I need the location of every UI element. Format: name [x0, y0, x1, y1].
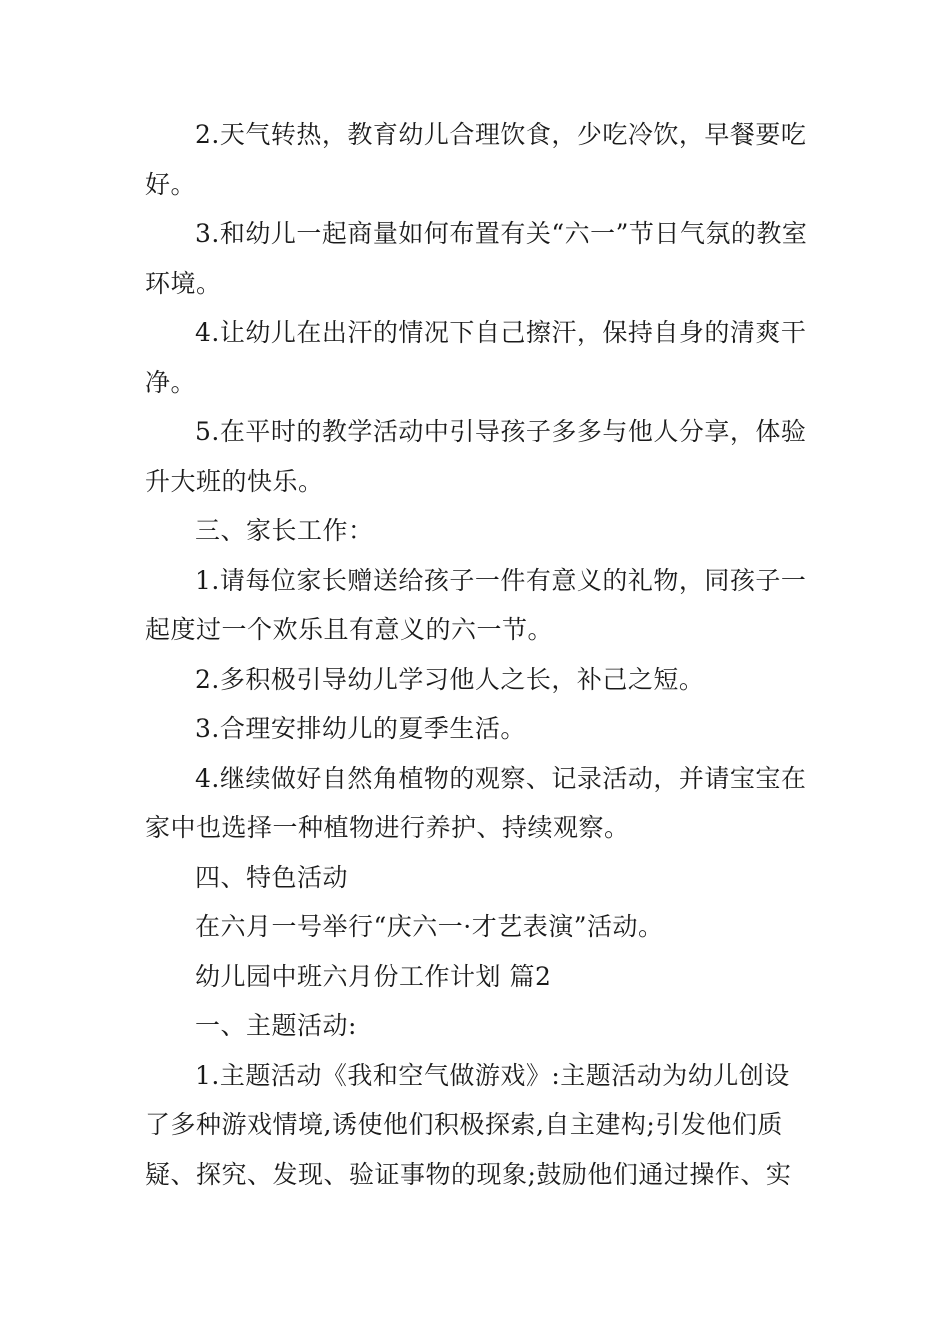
paragraph-item-3-classroom: 3.和幼儿一起商量如何布置有关“六一”节日气氛的教室环境。: [145, 219, 808, 298]
article-title-part-2: 幼儿园中班六月份工作计划 篇2: [195, 961, 552, 991]
document-body: [145, 110, 810, 1199]
paragraph-parents-4-plants: 4.继续做好自然角植物的观察、记录活动，并请宝宝在家中也选择一种植物进行养护、持续观察。: [145, 763, 807, 842]
paragraph-parents-3-summer: 3.合理安排幼儿的夏季生活。: [195, 714, 526, 743]
paragraph-parents-2-learning: 2.多积极引导幼儿学习他人之长，补己之短。: [195, 664, 705, 694]
paragraph-theme-1-air-game: 1.主题活动《我和空气做游戏》:主题活动为幼儿创设了多种游戏情境,诱使他们积极探索,自主建构;引发他们质疑、探究、发现、验证事物的现象;鼓励他们通过操作、实: [145, 1060, 792, 1189]
section-heading-theme: 一、主题活动:: [195, 1011, 357, 1040]
paragraph-item-2-diet: 2.天气转热，教育幼儿合理饮食，少吃冷饮，早餐要吃好。: [145, 120, 807, 199]
section-heading-activities: 四、特色活动: [195, 862, 349, 892]
section-heading-parents: 三、家长工作：: [195, 516, 374, 545]
paragraph-performance: 在六月一号举行“庆六一·才艺表演”活动。: [195, 912, 664, 941]
paragraph-item-5-share: 5.在平时的教学活动中引导孩子多多与他人分享，体验升大班的快乐。: [145, 417, 807, 496]
paragraph-item-4-sweat: 4.让幼儿在出汗的情况下自己擦汗，保持自身的清爽干净。: [145, 318, 807, 397]
paragraph-parents-1-gift: 1.请每位家长赠送给孩子一件有意义的礼物，同孩子一起度过一个欢乐且有意义的六一节。: [145, 565, 807, 644]
